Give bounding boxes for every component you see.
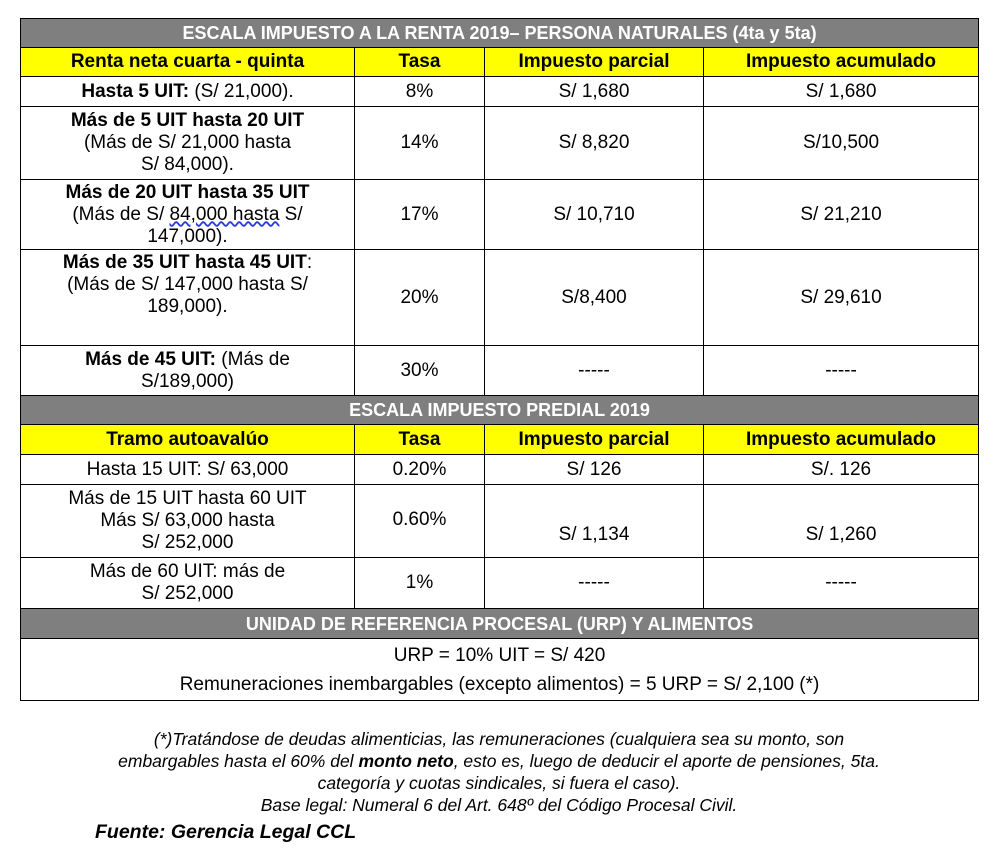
footnote-line: (*)Tratándose de deudas alimenticias, las remuneraciones (cualquiera sea su monto, son xyxy=(153,729,845,749)
bracket-detail: 189,000). xyxy=(147,296,228,317)
cumulative-tax-cell: S/10,500 xyxy=(704,107,979,180)
table-row xyxy=(21,250,979,346)
cumulative-tax-cell: S/ 1,260 xyxy=(704,485,979,558)
bracket-detail: (Más de S/ xyxy=(72,203,170,225)
partial-tax-cell: S/ 126 xyxy=(485,455,704,485)
bracket-detail: S/189,000) xyxy=(141,370,234,392)
urp-value: URP = 10% UIT = S/ 420 xyxy=(393,644,606,666)
bracket-cell xyxy=(21,558,355,609)
bracket-cell xyxy=(21,346,355,396)
bracket-detail: S/ 84,000). xyxy=(141,154,234,175)
table-row xyxy=(21,346,979,396)
partial-tax-cell: S/ 1,680 xyxy=(485,77,704,107)
bracket-cell: Hasta 15 UIT: S/ 63,000 xyxy=(21,455,355,485)
partial-tax-cell: S/ 10,710 xyxy=(485,180,704,250)
footnote-text: , esto es, luego de deducir el aporte de pensiones, 5ta. xyxy=(453,751,880,771)
partial-tax-cell: S/8,400 xyxy=(485,250,704,346)
cumulative-tax-cell: S/ 1,680 xyxy=(704,77,979,107)
bracket-label: Más de 60 UIT: más de xyxy=(89,561,286,582)
section-header-predial xyxy=(21,396,979,425)
bracket-detail: S/ 252,000 xyxy=(141,583,234,604)
partial-tax-cell: S/ 8,820 xyxy=(485,107,704,180)
col-header-tramo-autoavaluo: Tramo autoavalúo xyxy=(21,425,355,455)
footnote-emphasis: monto neto xyxy=(358,751,454,771)
partial-tax-cell: S/ 1,134 xyxy=(485,485,704,558)
col-header-impuesto-acumulado: Impuesto acumulado xyxy=(704,425,979,455)
bracket-detail: S/ xyxy=(279,203,303,225)
bracket-detail: : xyxy=(306,252,313,273)
section-header-renta xyxy=(21,19,979,48)
spellcheck-underline-text: 84,000 hasta xyxy=(169,203,280,225)
rate-cell: 8% xyxy=(355,77,485,107)
partial-tax-cell: ----- xyxy=(485,346,704,396)
rate-cell: 14% xyxy=(355,107,485,180)
footnote-line xyxy=(20,750,978,772)
col-header-tasa: Tasa xyxy=(355,48,485,77)
col-header-impuesto-parcial: Impuesto parcial xyxy=(485,48,704,77)
rate-cell: 20% xyxy=(355,250,485,346)
bracket-label: Más de 15 UIT hasta 60 UIT xyxy=(68,488,307,509)
col-header-renta-neta: Renta neta cuarta - quinta xyxy=(21,48,355,77)
legal-basis: Base legal: Numeral 6 del Art. 648º del Código Procesal Civil. xyxy=(260,795,738,815)
urp-cell xyxy=(21,639,979,701)
table-row xyxy=(21,455,979,485)
bracket-cell xyxy=(21,485,355,558)
bracket-detail: (Más de xyxy=(216,348,290,370)
bracket-detail: (S/ 21,000). xyxy=(189,80,294,102)
bracket-detail: (Más de S/ 21,000 hasta xyxy=(83,132,291,153)
bracket-detail: Más S/ 63,000 hasta xyxy=(100,510,275,531)
cumulative-tax-cell: S/. 126 xyxy=(704,455,979,485)
tax-table xyxy=(20,18,979,701)
cumulative-tax-cell: S/ 21,210 xyxy=(704,180,979,250)
rate-cell: 0.60% xyxy=(355,485,485,558)
bracket-label: Más de 20 UIT hasta 35 UIT xyxy=(65,181,310,203)
col-header-impuesto-acumulado: Impuesto acumulado xyxy=(704,48,979,77)
table-row xyxy=(21,558,979,609)
bracket-label: Hasta 5 UIT: xyxy=(81,80,190,102)
urp-title: UNIDAD DE REFERENCIA PROCESAL (URP) Y ALIMENTOS xyxy=(21,609,979,639)
renta-column-headers xyxy=(21,48,979,77)
predial-title: ESCALA IMPUESTO PREDIAL 2019 xyxy=(21,396,979,425)
rate-cell: 0.20% xyxy=(355,455,485,485)
col-header-impuesto-parcial: Impuesto parcial xyxy=(485,425,704,455)
table-row xyxy=(21,77,979,107)
bracket-detail: S/ 252,000 xyxy=(141,532,234,553)
footnote xyxy=(20,728,978,816)
footnote-line: categoría y cuotas sindicales, si fuera el caso). xyxy=(317,773,681,793)
col-header-tasa: Tasa xyxy=(355,425,485,455)
bracket-detail: (Más de S/ 147,000 hasta S/ xyxy=(67,274,308,295)
renta-title: ESCALA IMPUESTO A LA RENTA 2019– PERSONA NATURALES (4ta y 5ta) xyxy=(21,19,979,48)
section-header-urp xyxy=(21,609,979,639)
bracket-label: Más de 35 UIT hasta 45 UIT xyxy=(62,252,307,273)
bracket-cell xyxy=(21,107,355,180)
rate-cell: 1% xyxy=(355,558,485,609)
predial-column-headers xyxy=(21,425,979,455)
inembargable-value: Remuneraciones inembargables (excepto alimentos) = 5 URP = S/ 2,100 (*) xyxy=(179,673,820,695)
bracket-label: Más de 45 UIT: xyxy=(85,348,216,370)
source-credit: Fuente: Gerencia Legal CCL xyxy=(95,821,357,843)
bracket-cell xyxy=(21,180,355,250)
table-row xyxy=(21,485,979,558)
bracket-detail: 147,000). xyxy=(147,225,228,247)
bracket-cell xyxy=(21,250,355,346)
rate-cell: 30% xyxy=(355,346,485,396)
cumulative-tax-cell: ----- xyxy=(704,346,979,396)
bracket-cell xyxy=(21,77,355,107)
partial-tax-cell: ----- xyxy=(485,558,704,609)
cumulative-tax-cell: S/ 29,610 xyxy=(704,250,979,346)
table-row xyxy=(21,180,979,250)
footnote-text: embargables hasta el 60% del xyxy=(118,751,359,771)
rate-cell: 17% xyxy=(355,180,485,250)
bracket-label: Más de 5 UIT hasta 20 UIT xyxy=(70,110,305,131)
table-row xyxy=(21,107,979,180)
cumulative-tax-cell: ----- xyxy=(704,558,979,609)
urp-row xyxy=(21,639,979,701)
